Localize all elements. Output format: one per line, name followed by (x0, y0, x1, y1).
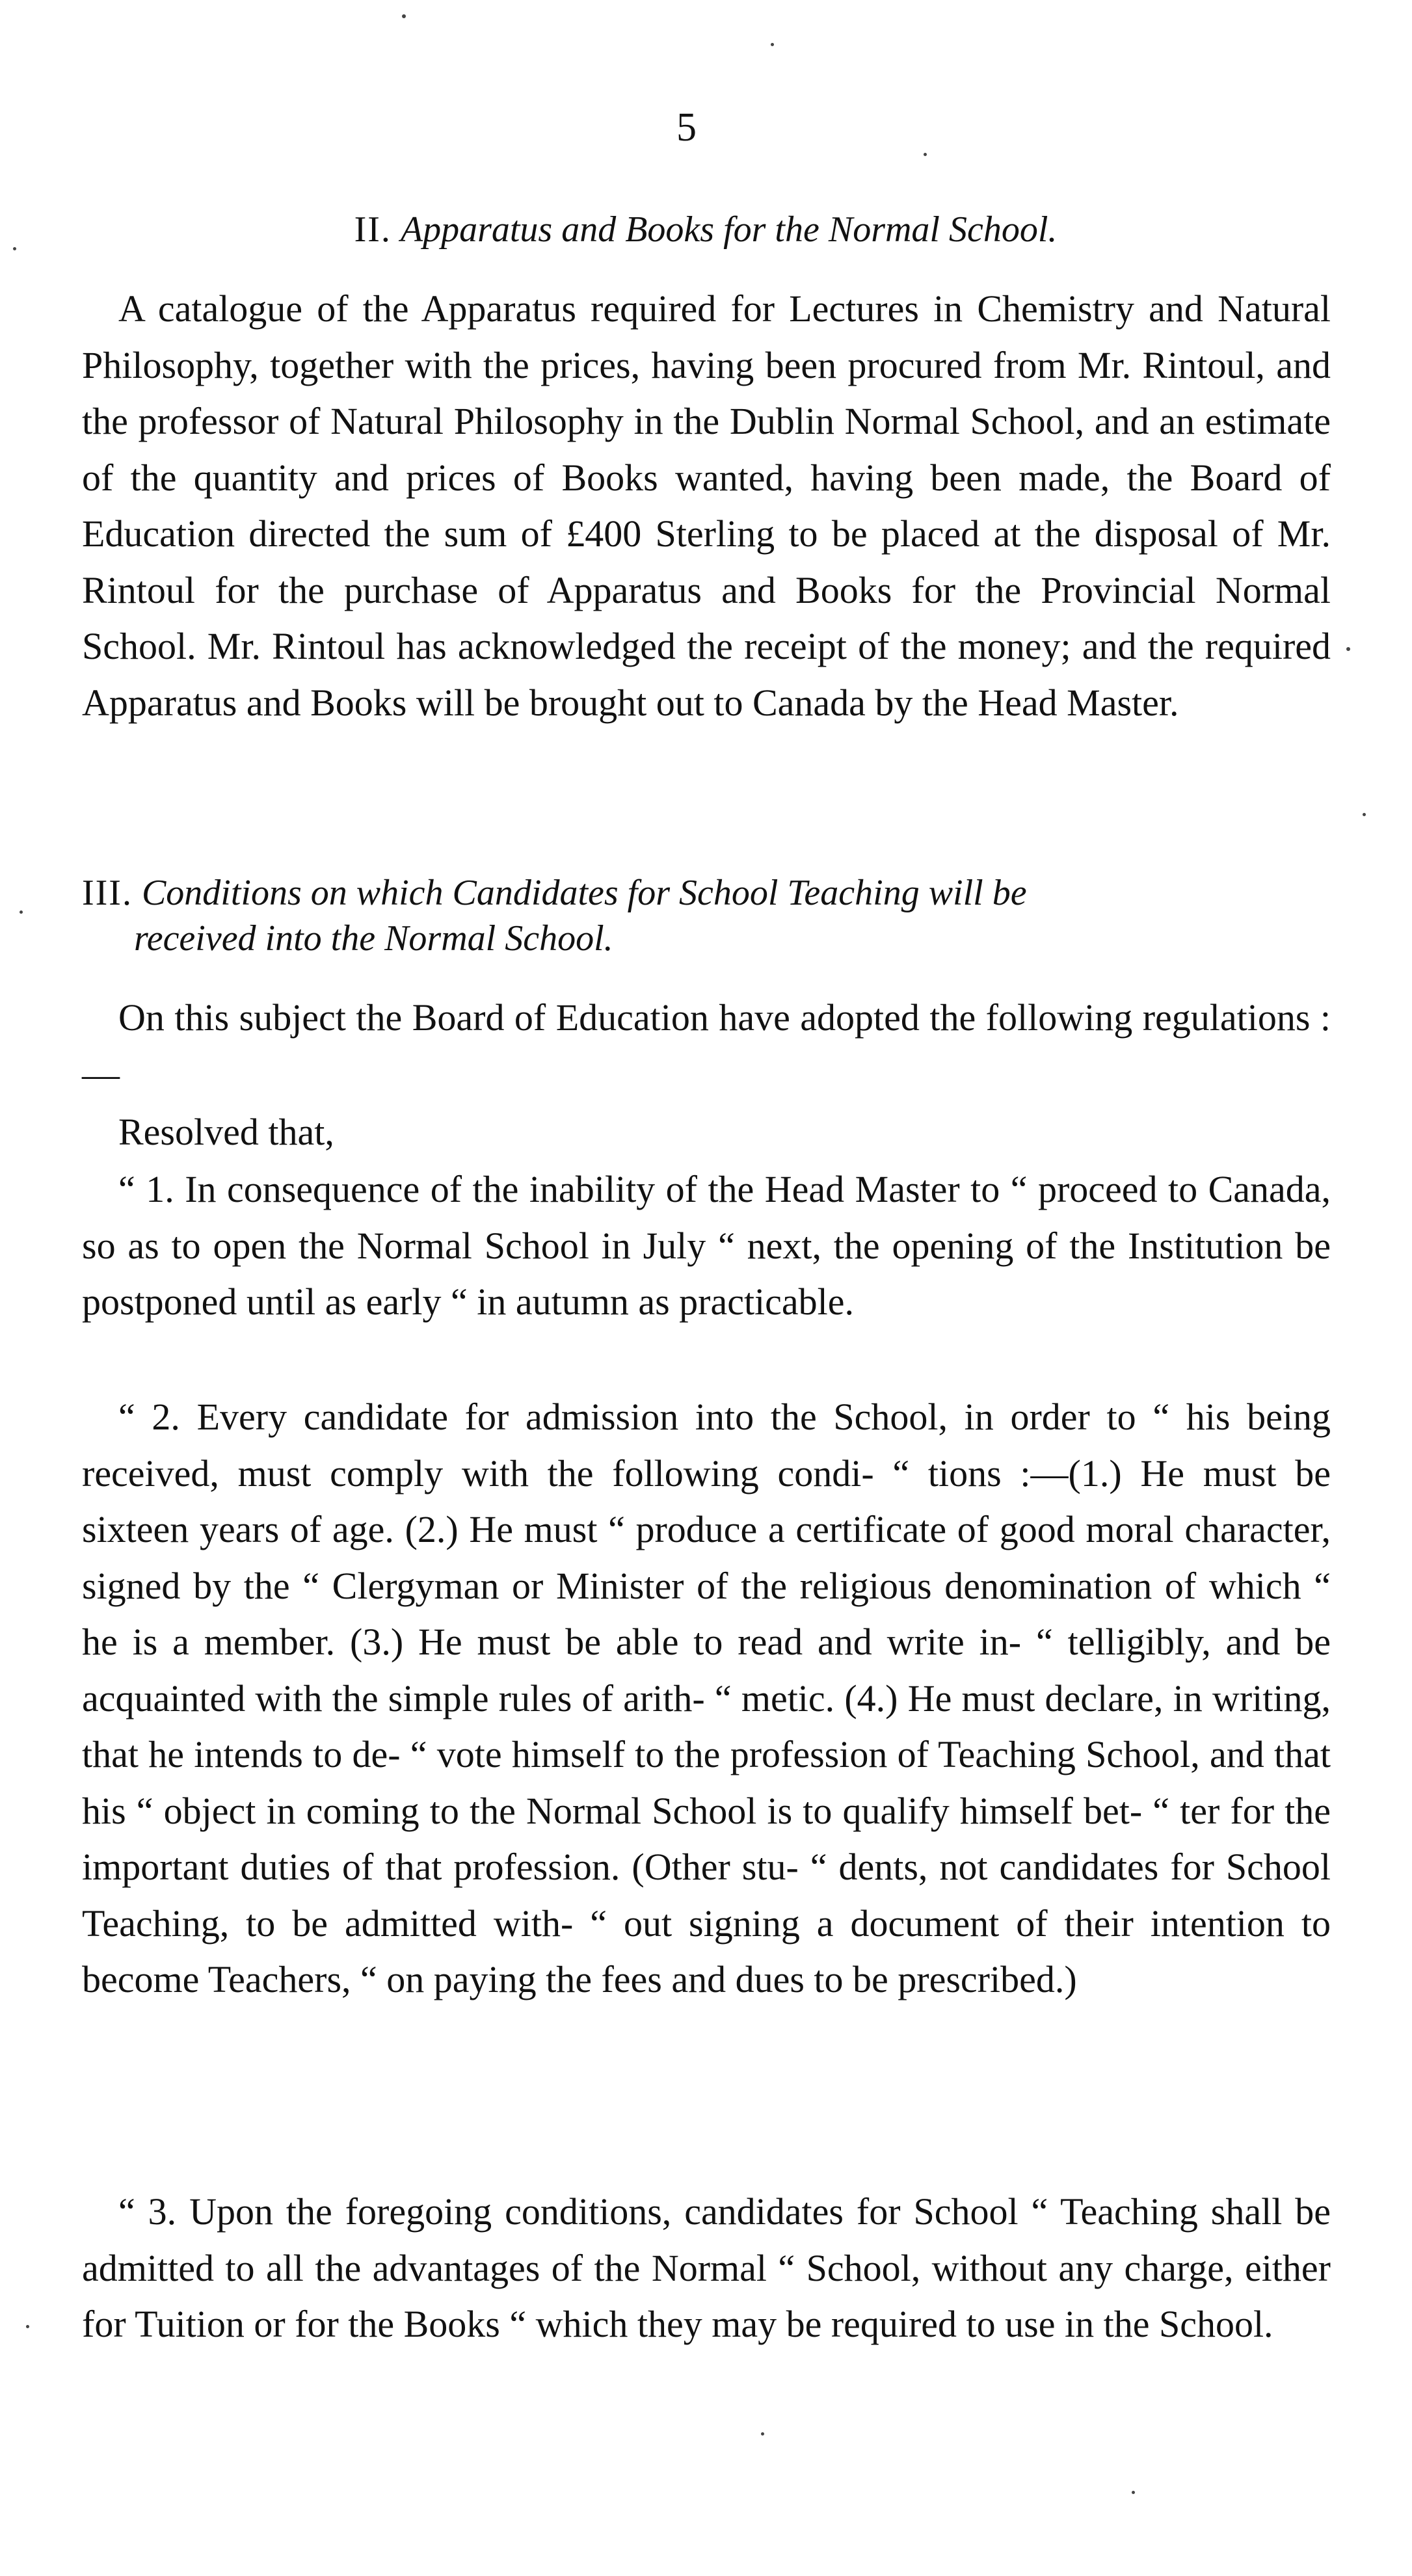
scan-speck (13, 247, 16, 250)
paragraph-text: On this subject the Board of Education have adopted the following regulations :— (82, 996, 1331, 1095)
section-number: III. (82, 873, 133, 913)
scan-speck (924, 153, 927, 156)
section-title: Apparatus and Books for the Normal School. (400, 209, 1058, 250)
resolution-1 (82, 1162, 1331, 1331)
paragraph-resolved (82, 1104, 1331, 1161)
paragraph-text: “ 1. In consequence of the inability of the Head Master to “ proceed to Canada, so as to open the Normal School in July “ next, the opening of the Institution be postponed until as early “ in autumn as practicable. (82, 1168, 1331, 1323)
resolution-2 (82, 1389, 1331, 2008)
section-title-line-1: Conditions on which Candidates for School Teaching will be (141, 873, 1027, 913)
paragraph-regulations-intro (82, 990, 1331, 1102)
scan-speck (20, 910, 23, 914)
scan-speck (771, 43, 774, 46)
paragraph-apparatus-catalogue (82, 281, 1331, 731)
resolution-3 (82, 2184, 1331, 2353)
scan-speck (1346, 647, 1350, 651)
scan-speck (1363, 813, 1366, 816)
paragraph-text: “ 2. Every candidate for admission into the School, in order to “ his being received, must comply with the following condi- “ tions :—(1.) He must be sixteen years of age. (2.) He must “ produce a certificate of good moral character, signed by the “ Clergyman or Minister of the religious denomination of which “ he is a member. (3.) He must be able to read and write in- “ telligibly, and be acquainted with the simple rules of arith- “ metic. (4.) He must declare, in writing, that he intends to de- “ vote himself to the profession of Teaching School, and that his “ object in coming to the Normal School is to qualify himself bet- “ ter for the important duties of that profession. (Other stu- “ dents, not candidates for School Teaching, to be admitted with- “ out signing a document of their intention to become Teachers, “ on paying the fees and dues to be prescribed.) (82, 1396, 1331, 2000)
paragraph-text: “ 3. Upon the foregoing conditions, candidates for School “ Teaching shall be admitted to all the advantages of the Normal “ School, without any charge, either for Tuition or for the Books “ which they may be required to use in the School. (82, 2190, 1331, 2345)
section-title-line-2: received into the Normal School. (134, 918, 613, 959)
scan-speck (761, 2432, 764, 2436)
scan-speck (402, 14, 406, 18)
section-heading-conditions (82, 870, 1337, 961)
scan-speck (26, 2325, 29, 2328)
paragraph-text: A catalogue of the Apparatus required for Lectures in Chemistry and Natural Philosophy, together with the prices, having been procured from Mr. Rintoul, and the professor of Natural Philosophy in the Dublin Normal School, and an estimate of the quantity and prices of Books wanted, having been made, the Board of Education directed the sum of £400 Sterling to be placed at the disposal of Mr. Rintoul for the purchase of Apparatus and Books for the Provincial Normal School. Mr. Rintoul has acknowledged the receipt of the money; and the required Apparatus and Books will be brought out to Canada by the Head Master. (82, 287, 1331, 724)
paragraph-text: Resolved that, (118, 1111, 334, 1153)
section-number: II. (354, 209, 392, 250)
scan-speck (1132, 2491, 1135, 2494)
section-heading-apparatus (78, 207, 1333, 252)
page-number: 5 (676, 105, 697, 150)
